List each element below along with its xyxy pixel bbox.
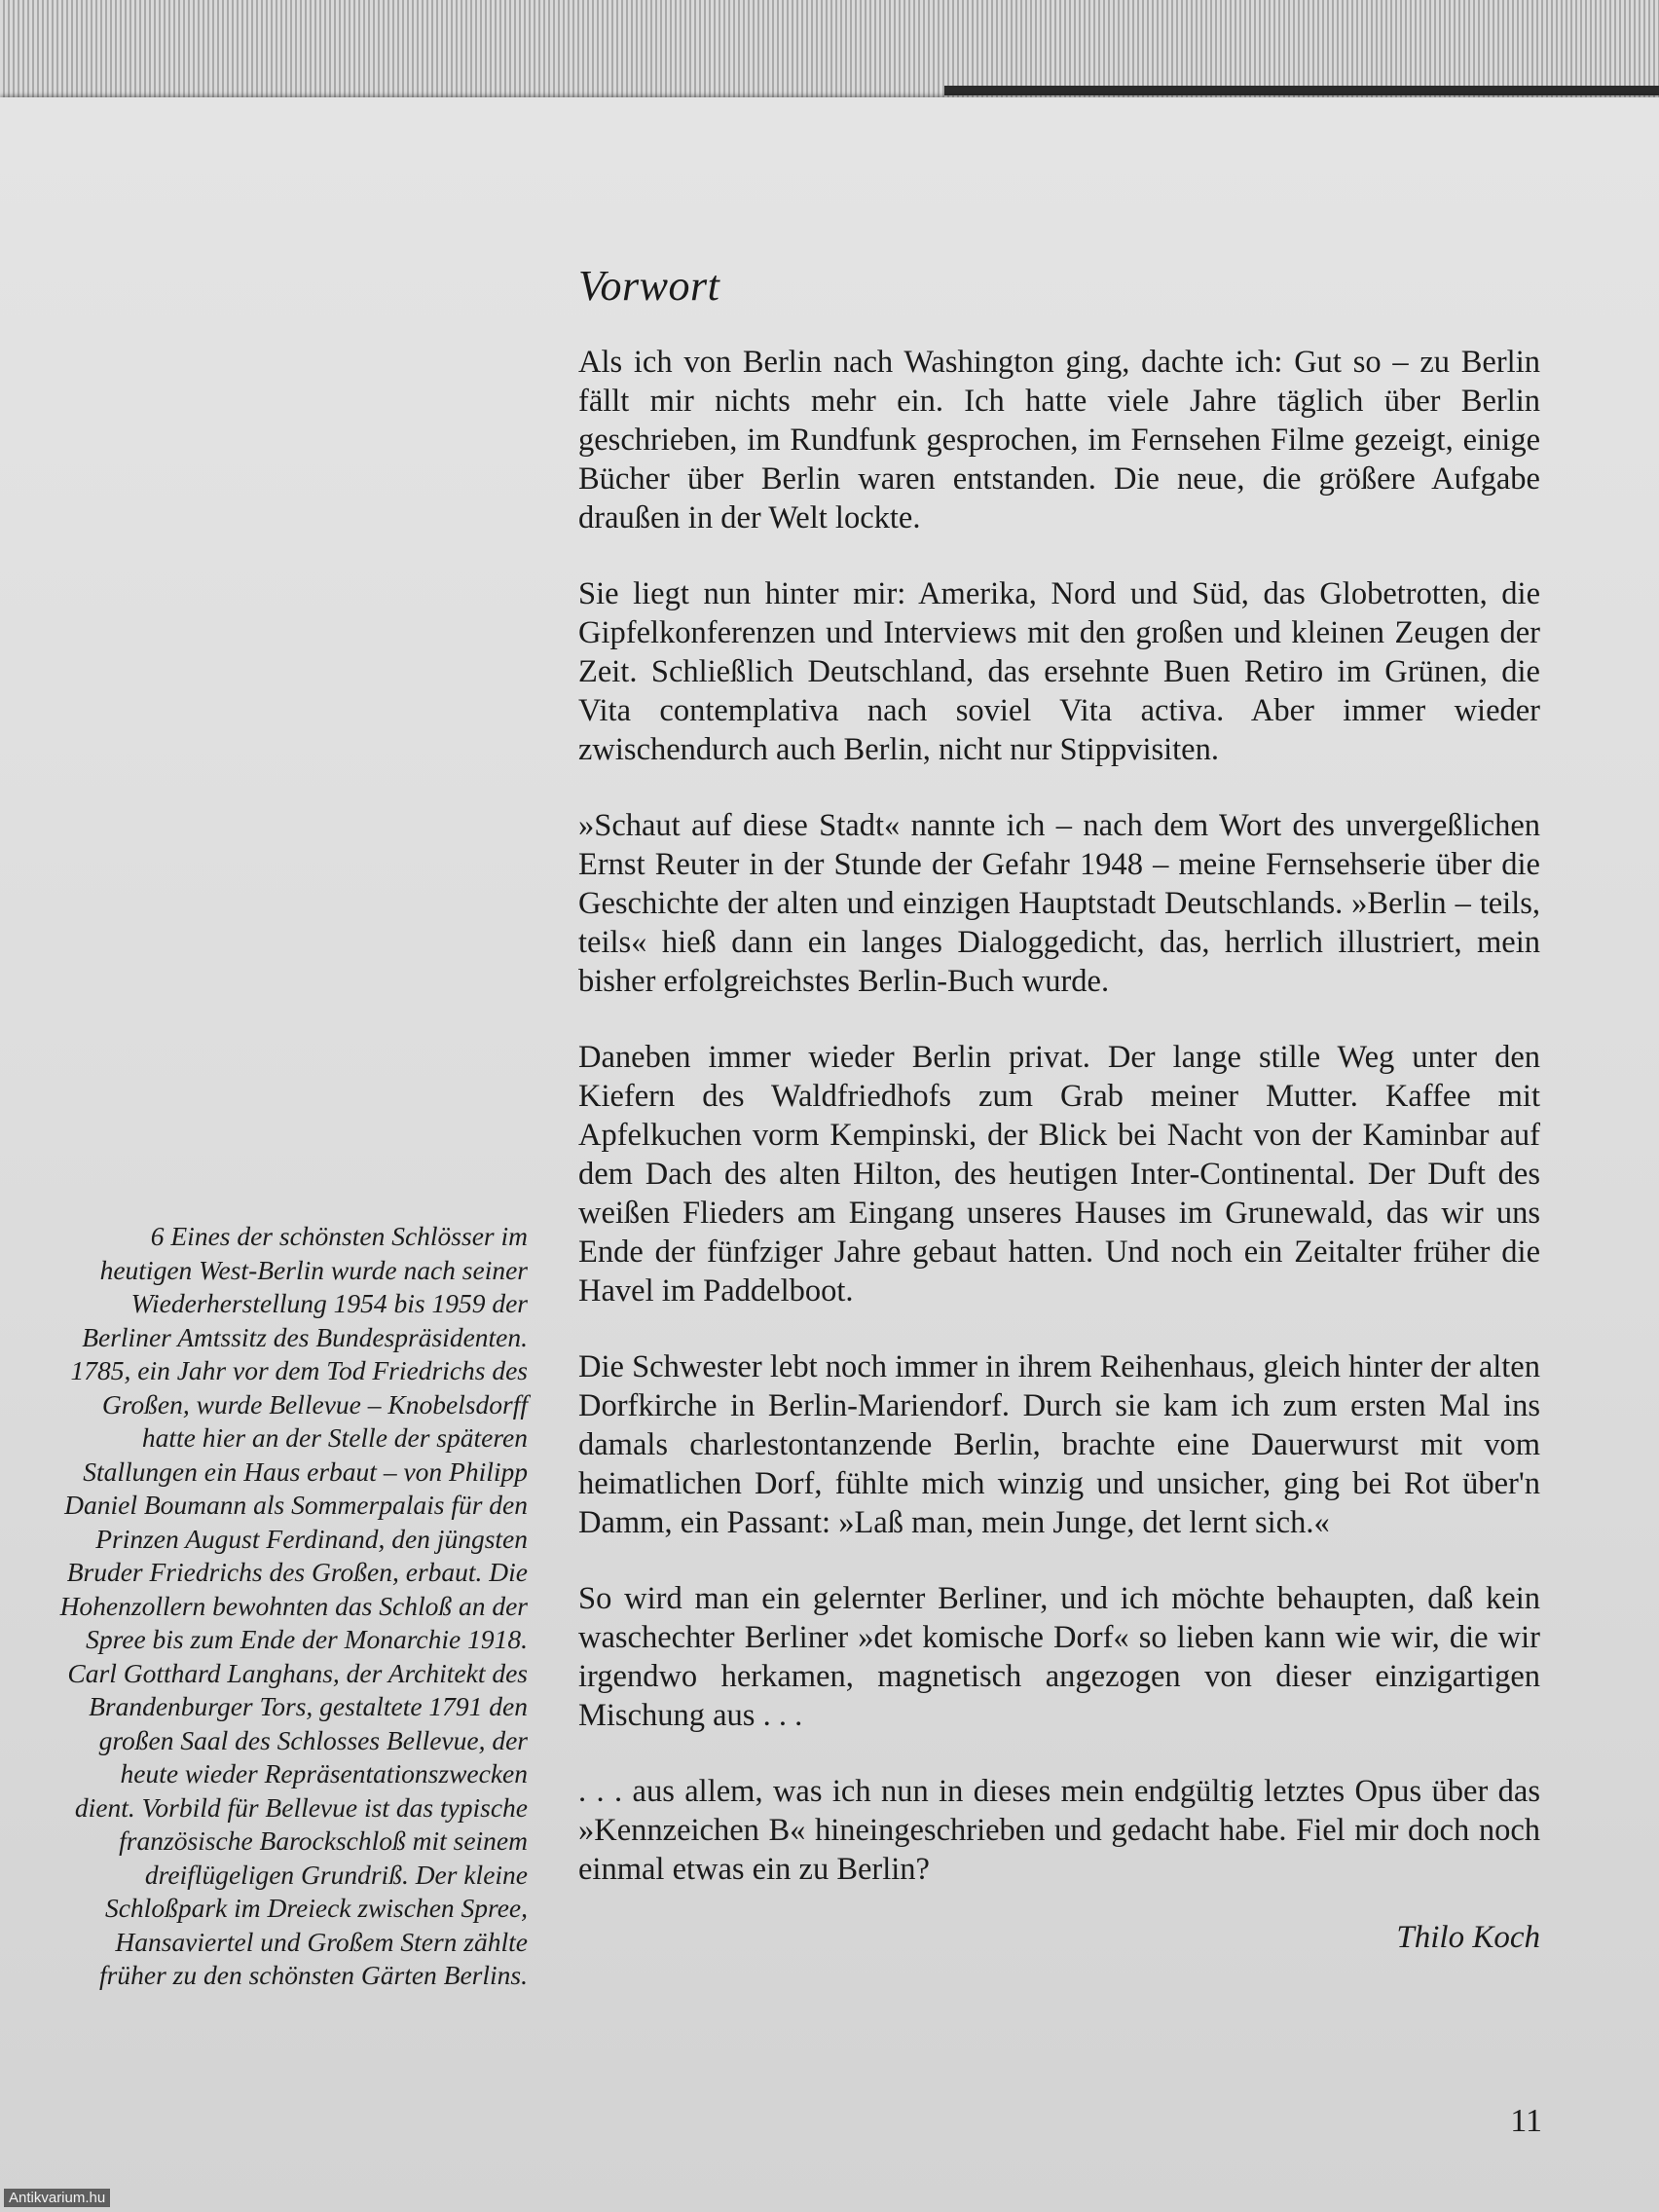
image-caption: 6 Eines der schönsten Schlösser im heutigen West-Berlin wurde nach seiner Wiederherstellung 1954 bis 1959 der Berliner Amtssitz des Bundespräsidenten. 1785, ein Jahr vor dem Tod Friedrichs des Großen, wurde Bellevue – Knobelsdorff hatte hier an der Stelle der späteren Stallungen ein Haus erbaut – von Philipp Daniel Boumann als Sommerpalais für den Prinzen August Ferdinand, den jüngsten Bruder Friedrichs des Großen, erbaut. Die Hohenzollern bewohnten das Schloß an der Spree bis zum Ende der Monarchie 1918. Carl Gotthard Langhans, der Architekt des Brandenburger Tors, gestaltete 1791 den großen Saal des Schlosses Bellevue, der heute wieder Repräsentationszwecken dient. Vorbild für Bellevue ist das typische französische Barockschloß mit seinem dreiflügeligen Grundriß. Der kleine Schloßpark im Dreieck zwischen Spree, Hansaviertel und Großem Stern zählte früher zu den schönsten Gärten Berlins.	[59, 1221, 528, 1990]
author-signature: Thilo Koch	[1396, 1920, 1540, 1955]
page-number: 11	[1510, 2103, 1542, 2139]
paragraph-7: . . . aus allem, was ich nun in dieses mein endgültig letztes Opus über das »Kennzeichen B« hineingeschrieben und gedacht habe. Fiel mir doch noch einmal etwas ein zu Berlin?	[578, 1774, 1540, 1887]
scan-background	[0, 0, 1659, 97]
paragraph-4: Daneben immer wieder Berlin privat. Der lange stille Weg unter den Kiefern des Waldfriedhofs zum Grab meiner Mutter. Kaffee mit Apfelkuchen vorm Kempinski, der Blick bei Nacht von der Kaminbar auf dem Dach des alten Hilton, des heutigen Inter-Continental. Der Duft des weißen Flieders am Eingang unseres Hauses im Grunewald, das wir uns Ende der fünfziger Jahre gebaut hatten. Und noch ein Zeitalter früher die Havel im Paddelboot.	[578, 1040, 1540, 1309]
page-title: Vorwort	[578, 262, 720, 310]
paragraph-2: Sie liegt nun hinter mir: Amerika, Nord und Süd, das Globetrotten, die Gipfelkonferenzen und Interviews mit den großen und kleinen Zeugen der Zeit. Schließlich Deutschland, das ersehnte Buen Retiro im Grünen, die Vita contemplativa nach soviel Vita activa. Aber immer wieder zwischendurch auch Berlin, nicht nur Stippvisiten.	[578, 576, 1540, 767]
foreword-body	[578, 343, 1540, 1957]
watermark-label: Antikvarium.hu	[4, 2189, 110, 2207]
paragraph-3: »Schaut auf diese Stadt« nannte ich – nach dem Wort des unvergeßlichen Ernst Reuter in der Stunde der Gefahr 1948 – meine Fernsehserie über die Geschichte der alten und einzigen Hauptstadt Deutschlands. »Berlin – teils, teils« hieß dann ein langes Dialoggedicht, das, herrlich illustriert, mein bisher erfolgreichstes Berlin-Buch wurde.	[578, 808, 1540, 999]
paragraph-5: Die Schwester lebt noch immer in ihrem Reihenhaus, gleich hinter der alten Dorfkirche in Berlin-Mariendorf. Durch sie kam ich zum ersten Mal ins damals charlestontanzende Berlin, brachte eine Dauerwurst mit vom heimatlichen Dorf, fühlte mich winzig und unsicher, ging bei Rot über'n Damm, ein Passant: »Laß man, mein Junge, det lernt sich.«	[578, 1349, 1540, 1540]
paragraph-1: Als ich von Berlin nach Washington ging, dachte ich: Gut so – zu Berlin fällt mir nichts mehr ein. Ich hatte viele Jahre täglich über Berlin geschrieben, im Rundfunk gesprochen, im Fernsehen Filme gezeigt, einige Bücher über Berlin waren entstanden. Die neue, die größere Aufgabe draußen in der Welt lockte.	[578, 345, 1540, 535]
next-page-edge	[944, 86, 1659, 95]
paragraph-6: So wird man ein gelernter Berliner, und ich möchte behaupten, daß kein waschechter Berliner »det komische Dorf« so lieben kann wie wir, die wir irgendwo herkamen, magnetisch angezogen von dieser einzigartigen Mischung aus . . .	[578, 1581, 1540, 1733]
book-page	[0, 97, 1659, 2212]
